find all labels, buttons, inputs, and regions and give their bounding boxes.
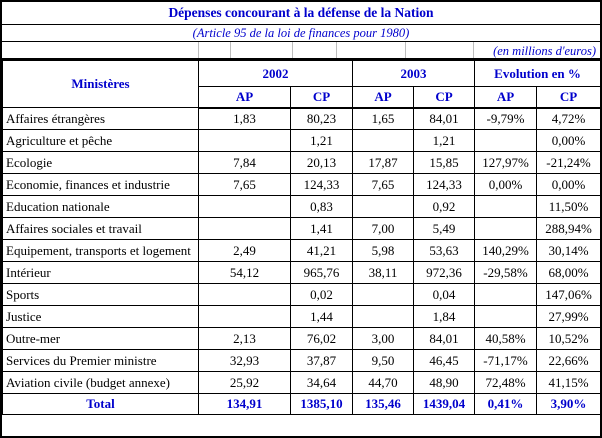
value-cell [199, 218, 291, 240]
value-cell: 7,65 [353, 174, 414, 196]
value-cell [475, 306, 537, 328]
table-row [3, 218, 601, 240]
value-cell: 5,49 [414, 218, 475, 240]
ap-2003-header: AP [353, 87, 414, 108]
value-cell: 22,66% [537, 350, 601, 372]
value-cell [353, 306, 414, 328]
value-cell: -21,24% [537, 152, 601, 174]
value-cell: 147,06% [537, 284, 601, 306]
value-cell: 11,50% [537, 196, 601, 218]
value-cell: 1,83 [199, 108, 291, 130]
value-cell: 10,52% [537, 328, 601, 350]
value-cell: 7,00 [353, 218, 414, 240]
unit-note-row [2, 42, 600, 60]
value-cell: 1,65 [353, 108, 414, 130]
value-cell: 9,50 [353, 350, 414, 372]
value-cell: 68,00% [537, 262, 601, 284]
value-cell: 84,01 [414, 328, 475, 350]
value-cell: 0,00% [537, 130, 601, 152]
value-cell: 972,36 [414, 262, 475, 284]
cp-evolution-header: CP [537, 87, 601, 108]
value-cell: 0,02 [291, 284, 353, 306]
faint-column-divider [198, 42, 199, 58]
table-footer [3, 394, 601, 415]
total-row [3, 394, 601, 415]
value-cell: 1,41 [291, 218, 353, 240]
value-cell: 1,84 [414, 306, 475, 328]
ministry-name: Outre-mer [3, 328, 199, 350]
evolution-header: Evolution en % [475, 61, 601, 87]
table-row [3, 284, 601, 306]
value-cell [199, 284, 291, 306]
value-cell: 30,14% [537, 240, 601, 262]
value-cell: 1,44 [291, 306, 353, 328]
value-cell [199, 196, 291, 218]
value-cell: 48,90 [414, 372, 475, 394]
table-row [3, 262, 601, 284]
value-cell [475, 218, 537, 240]
ministry-name: Justice [3, 306, 199, 328]
value-cell: 15,85 [414, 152, 475, 174]
value-cell: 0,00% [537, 174, 601, 196]
value-cell: -9,79% [475, 108, 537, 130]
value-cell: 17,87 [353, 152, 414, 174]
table-row [3, 196, 601, 218]
report-subtitle: (Article 95 de la loi de finances pour 1980) [2, 25, 600, 42]
year-2003-header: 2003 [353, 61, 475, 87]
table-row [3, 372, 601, 394]
ministry-name: Services du Premier ministre [3, 350, 199, 372]
value-cell: 0,04 [414, 284, 475, 306]
value-cell: 37,87 [291, 350, 353, 372]
value-cell: 288,94% [537, 218, 601, 240]
ministry-name: Affaires étrangères [3, 108, 199, 130]
value-cell: 25,92 [199, 372, 291, 394]
table-header [3, 61, 601, 108]
year-header-row [3, 61, 601, 87]
ministry-name: Ecologie [3, 152, 199, 174]
value-cell: 40,58% [475, 328, 537, 350]
total-value-cell: 1385,10 [291, 394, 353, 415]
table-row [3, 108, 601, 130]
ministry-name: Aviation civile (budget annexe) [3, 372, 199, 394]
faint-column-divider [230, 42, 231, 58]
value-cell: 54,12 [199, 262, 291, 284]
value-cell: 34,64 [291, 372, 353, 394]
value-cell: 46,45 [414, 350, 475, 372]
table-row [3, 350, 601, 372]
value-cell: -71,17% [475, 350, 537, 372]
value-cell: 53,63 [414, 240, 475, 262]
value-cell: 80,23 [291, 108, 353, 130]
ministry-name: Economie, finances et industrie [3, 174, 199, 196]
cp-2002-header: CP [291, 87, 353, 108]
value-cell: 2,49 [199, 240, 291, 262]
table-row [3, 240, 601, 262]
table-row [3, 306, 601, 328]
value-cell: 38,11 [353, 262, 414, 284]
total-label: Total [3, 394, 199, 415]
value-cell: 27,99% [537, 306, 601, 328]
table-row [3, 152, 601, 174]
faint-column-divider [405, 42, 406, 58]
value-cell: 0,00% [475, 174, 537, 196]
total-value-cell: 135,46 [353, 394, 414, 415]
ap-evolution-header: AP [475, 87, 537, 108]
value-cell [353, 284, 414, 306]
value-cell: 2,13 [199, 328, 291, 350]
year-2002-header: 2002 [199, 61, 353, 87]
value-cell [353, 196, 414, 218]
value-cell: 3,00 [353, 328, 414, 350]
total-value-cell: 134,91 [199, 394, 291, 415]
value-cell: 20,13 [291, 152, 353, 174]
value-cell: 7,65 [199, 174, 291, 196]
total-value-cell: 1439,04 [414, 394, 475, 415]
value-cell [475, 130, 537, 152]
value-cell: 76,02 [291, 328, 353, 350]
table-body [3, 108, 601, 394]
ministry-name: Education nationale [3, 196, 199, 218]
value-cell: 1,21 [414, 130, 475, 152]
value-cell: 72,48% [475, 372, 537, 394]
value-cell: -29,58% [475, 262, 537, 284]
value-cell: 0,92 [414, 196, 475, 218]
report-title: Dépenses concourant à la défense de la Nation [2, 2, 600, 25]
ministry-name: Affaires sociales et travail [3, 218, 199, 240]
faint-column-divider [473, 42, 474, 58]
faint-column-divider [336, 42, 337, 58]
value-cell [475, 284, 537, 306]
value-cell: 1,21 [291, 130, 353, 152]
table-row [3, 328, 601, 350]
table-row [3, 130, 601, 152]
value-cell: 7,84 [199, 152, 291, 174]
faint-column-divider [292, 42, 293, 58]
value-cell [199, 130, 291, 152]
value-cell: 124,33 [291, 174, 353, 196]
value-cell: 127,97% [475, 152, 537, 174]
value-cell: 5,98 [353, 240, 414, 262]
value-cell: 44,70 [353, 372, 414, 394]
total-value-cell: 0,41% [475, 394, 537, 415]
table-row [3, 174, 601, 196]
value-cell: 0,83 [291, 196, 353, 218]
value-cell: 140,29% [475, 240, 537, 262]
value-cell [475, 196, 537, 218]
value-cell: 124,33 [414, 174, 475, 196]
value-cell: 965,76 [291, 262, 353, 284]
ministry-name: Equipement, transports et logement [3, 240, 199, 262]
ministry-name: Agriculture et pêche [3, 130, 199, 152]
value-cell [353, 130, 414, 152]
expenses-table [2, 60, 601, 415]
value-cell: 41,21 [291, 240, 353, 262]
unit-note: (en millions d'euros) [493, 44, 596, 58]
value-cell: 84,01 [414, 108, 475, 130]
value-cell: 32,93 [199, 350, 291, 372]
value-cell: 41,15% [537, 372, 601, 394]
total-value-cell: 3,90% [537, 394, 601, 415]
ministry-name: Sports [3, 284, 199, 306]
value-cell: 4,72% [537, 108, 601, 130]
value-cell [199, 306, 291, 328]
ap-2002-header: AP [199, 87, 291, 108]
ministries-column-header: Ministères [3, 61, 199, 108]
ministry-name: Intérieur [3, 262, 199, 284]
cp-2003-header: CP [414, 87, 475, 108]
